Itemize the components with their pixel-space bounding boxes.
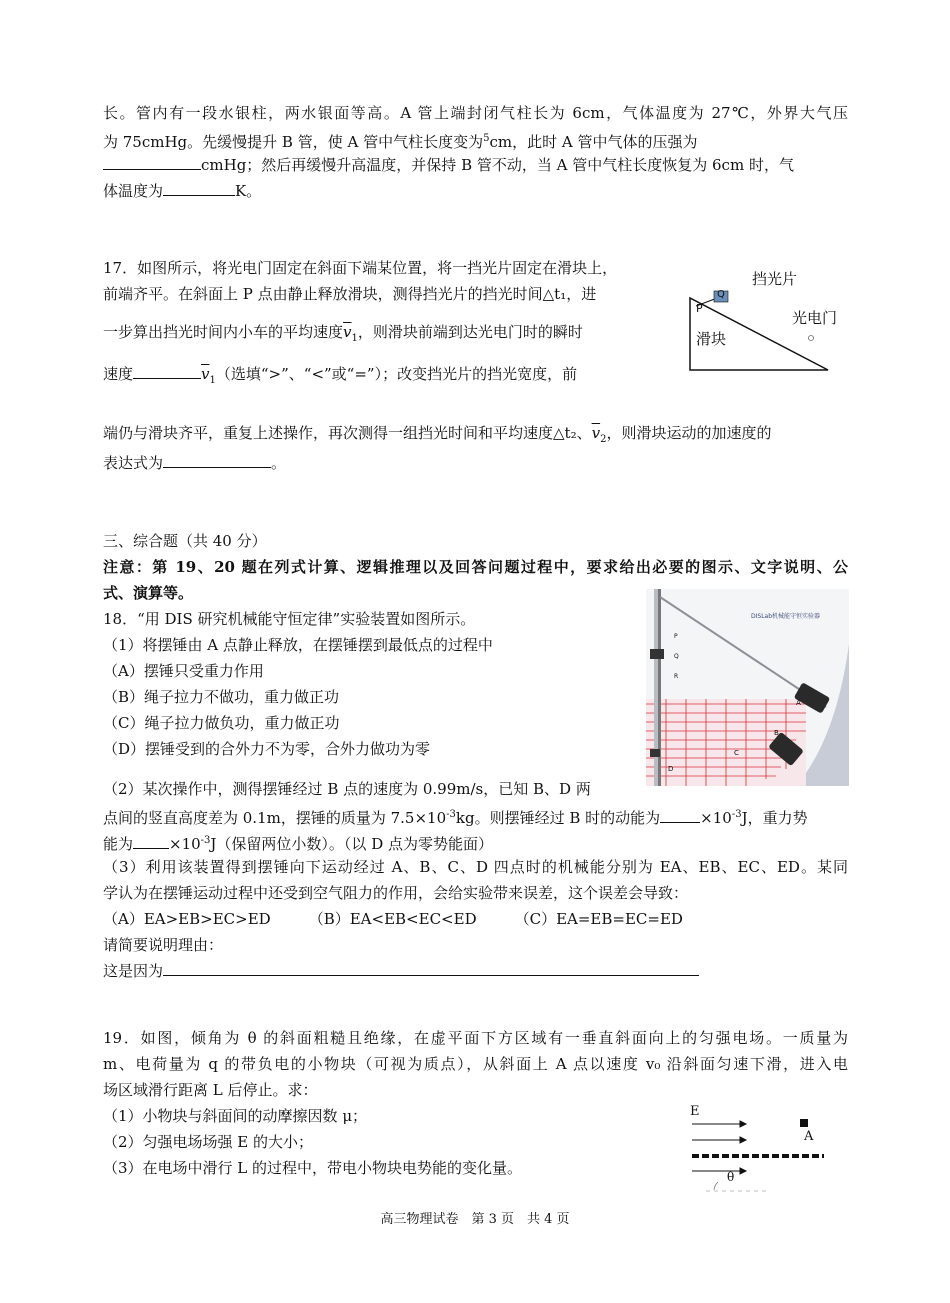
p18-option-b[interactable]: （B）绳子拉力不做功，重力做正功 — [103, 688, 340, 706]
p17-v1-sub-2: 1 — [209, 375, 216, 386]
p18-option-a[interactable]: （A）摆锤只受重力作用 — [103, 662, 264, 680]
label-photogate: 光电门 — [792, 309, 838, 327]
p18-blank-potential[interactable] — [133, 832, 169, 849]
p18-q3-options — [103, 906, 848, 932]
label-block: 滑块 — [696, 330, 727, 348]
p18-q2-line-2 — [103, 802, 848, 828]
problem-17-text — [103, 255, 673, 387]
label-q: Q — [717, 289, 725, 300]
label-shade-plate: 挡光片 — [752, 270, 798, 288]
p17-line-4-a: 速度 — [103, 365, 134, 383]
p19-q3: （3）在电场中滑行 L 的过程中，带电小物块电势能的变化量。 — [103, 1159, 523, 1177]
p18-q3-line-5 — [103, 958, 848, 984]
label-e: E — [690, 1104, 700, 1119]
section-3-note-1: 注意：第 19、20 题在列式计算、逻辑推理以及回答问题过程中，要求给出必要的图示、文字说明、公 — [103, 558, 848, 576]
p17-line-6 — [103, 450, 848, 476]
photo-label-p: P — [674, 633, 678, 640]
p17-blank-compare[interactable] — [133, 362, 201, 379]
p18-option-d[interactable]: （D）摆锤受到的合外力不为零，合外力做功为零 — [103, 740, 431, 758]
p17-v1-bar: $\overline{v}$ — [343, 323, 352, 341]
p18-apparatus-photo — [646, 589, 849, 786]
p16-blank-temperature[interactable] — [163, 179, 235, 196]
p18-q2-line-3-a: 能为 — [103, 835, 134, 853]
label-a: A — [804, 1129, 814, 1144]
p17-line-6-a: 表达式为 — [103, 454, 164, 472]
p17-line-5-b: ，则滑块运动的加速度的 — [606, 424, 772, 442]
p17-line-2: 前端齐平。在斜面上 P 点由静止释放滑块，测得挡光片的挡光时间△t₁，进 — [103, 285, 597, 303]
p18-q2-line-3-b: ×10 — [169, 835, 201, 853]
p17-incline-figure — [688, 262, 848, 377]
p18-q3-option-b[interactable]: （B）EA<EB<EC<ED — [308, 910, 477, 928]
photo-label-c: C — [734, 749, 739, 757]
p17-blank-acceleration[interactable] — [163, 451, 271, 468]
problem-17-text-2 — [103, 420, 848, 476]
photo-label-r: R — [674, 673, 679, 680]
p18-q2-line-3-c: J（保留两位小数）。（以 D 点为零势能面） — [210, 835, 493, 853]
p16-line-4-b: K。 — [235, 182, 262, 200]
photo-label-b: B — [774, 729, 779, 737]
photo-title: DISLab机械能守恒实验器 — [751, 613, 821, 620]
p18-q2-line-2-a: 点间的竖直高度差为 0.1m，摆锤的质量为 7.5×10 — [103, 809, 447, 827]
block-a — [800, 1119, 808, 1127]
p16-line-2 — [103, 126, 848, 152]
section-3-title: 三、综合题（共 40 分） — [103, 532, 267, 550]
photogate-dot — [809, 336, 814, 341]
p16-num-5: 5 — [483, 133, 490, 144]
p17-v2-bar: $\overline{v}$ — [591, 424, 601, 442]
p18-q1: （1）将摆锤由 A 点静止释放，在摆锤摆到最低点的过程中 — [103, 636, 493, 654]
p19-q2: （2）匀强电场场强 E 的大小； — [103, 1133, 314, 1151]
p18-q2-line-2-b: kg。则摆锤经过 B 时的动能为 — [455, 809, 661, 827]
p18-exp-1: -3 — [446, 809, 456, 820]
p16-blank-pressure[interactable] — [103, 153, 201, 170]
p18-option-c[interactable]: （C）绳子拉力做负功，重力做正功 — [103, 714, 340, 732]
p18-q2-line-2-c: ×10 — [700, 809, 732, 827]
problem-16-text — [103, 100, 848, 204]
p16-line-3 — [103, 152, 848, 178]
p17-v1-sub: 1 — [351, 333, 358, 344]
p18-q2-line-1: （2）某次操作中，测得摆锤经过 B 点的速度为 0.99m/s，已知 B、D 两 — [103, 780, 591, 798]
label-p: P — [696, 302, 703, 315]
p18-q3-option-c[interactable]: （C）EA=EB=EC=ED — [514, 910, 683, 928]
p18-q3-option-a[interactable]: （A）EA>EB>EC>ED — [103, 910, 271, 928]
p18-q3-line-2: 学认为在摆锤运动过程中还受到空气阻力的作用，会给实验带来误差，这个误差会导致： — [103, 884, 689, 902]
p17-line-4 — [103, 361, 673, 387]
p19-line-3: 场区域滑行距离 L 后停止。求： — [103, 1081, 318, 1099]
p17-line-4-b: （选填“>”、“<”或“=”）；改变挡光片的挡光宽度，前 — [215, 365, 578, 383]
p16-line-4-a: 体温度为 — [103, 182, 164, 200]
p16-line-2-a: 为 75cmHg。先缓慢提升 B 管，使 A 管中气柱长度变为 — [103, 133, 484, 151]
p17-line-3-a: 一步算出挡光时间内小车的平均速度 — [103, 323, 344, 341]
field-diagram — [688, 1102, 833, 1198]
label-theta: θ — [727, 1170, 735, 1184]
p18-exp-3: -3 — [200, 835, 211, 846]
p19-line-2: m、电荷量为 q 的带负电的小物块（可视为质点），从斜面上 A 点以速度 v₀ 沿斜面匀速下滑，进入电 — [103, 1055, 848, 1073]
p19-q1: （1）小物块与斜面间的动摩擦因数 μ； — [103, 1107, 368, 1125]
p19-line-1: 19．如图，倾角为 θ 的斜面粗糙且绝缘，在虚平面下方区域有一垂直斜面向上的匀强电场。一质量为 — [103, 1029, 848, 1047]
p18-blank-reason[interactable] — [163, 959, 699, 976]
p18-q3-line-4: 请简要说明理由： — [103, 936, 224, 954]
p16-line-4 — [103, 178, 848, 204]
p17-line-6-b: 。 — [271, 454, 287, 472]
photo-label-q: Q — [674, 653, 679, 660]
p16-line-2-b: cm，此时 A 管中气体的压强为 — [489, 133, 698, 151]
page-footer: 高三物理试卷 第 3 页 共 4 页 — [380, 1212, 570, 1227]
photo-label-a: A — [796, 699, 801, 707]
p18-q2-line-3 — [103, 828, 848, 854]
p17-v1-bar-2: $\overline{v}$ — [201, 365, 210, 383]
problem-18-part2 — [103, 776, 848, 984]
p18-q3-line-5-text: 这是因为 — [103, 962, 164, 980]
p18-q2-line-2-d: J，重力势 — [741, 809, 808, 827]
p17-line-1: 17．如图所示，将光电门固定在斜面下端某位置，将一挡光片固定在滑块上， — [103, 259, 618, 277]
p17-v2-sub: 2 — [600, 434, 607, 445]
p18-exp-2: -3 — [731, 809, 742, 820]
p17-line-5-a: 端仍与滑块齐平，重复上述操作，再次测得一组挡光时间和平均速度△t₂、 — [103, 424, 592, 442]
p16-line-3-b: cmHg；然后再缓慢升高温度，并保持 B 管不动，当 A 管中气柱长度恢复为 6cm 时，气 — [201, 156, 794, 174]
p17-line-3 — [103, 319, 673, 345]
photo-label-d: D — [668, 765, 674, 773]
p17-line-5 — [103, 420, 848, 446]
p18-blank-kinetic[interactable] — [660, 806, 700, 823]
p18-q3-line-1: （3）利用该装置得到摆锤向下运动经过 A、B、C、D 四点时的机械能分别为 EA、EB、EC、ED。某同 — [103, 858, 848, 876]
problem-18-part1 — [103, 606, 643, 762]
section-3-note-2: 式、演算等。 — [103, 584, 194, 602]
p19-field-figure — [688, 1102, 833, 1198]
p16-line-1: 长。管内有一段水银柱，两水银面等高。A 管上端封闭气柱长为 6cm，气体温度为 27℃，外界大气压 — [103, 104, 848, 122]
p17-line-3-b: ，则滑块前端到达光电门时的瞬时 — [357, 323, 583, 341]
p18-title: 18．“用 DIS 研究机械能守恒定律”实验装置如图所示。 — [103, 610, 476, 628]
